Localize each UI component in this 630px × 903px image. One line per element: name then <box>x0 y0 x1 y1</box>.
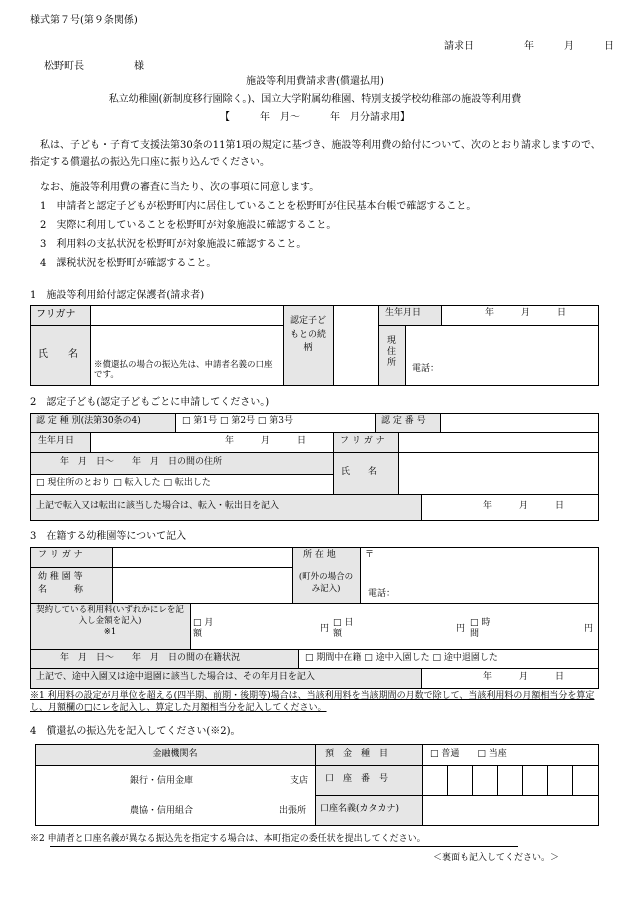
intro-consent: なお、施設等利用費の審査に当たり、次の事項に同意します。 <box>40 182 320 193</box>
sec4-branch-2: 出張所 <box>279 806 307 816</box>
sec4-account-type-options[interactable]: □ 普通 □ 当座 <box>430 749 507 759</box>
sec1-furigana-label: フリガナ <box>36 309 76 320</box>
sec3-furigana-label: フ リ ガ ナ <box>38 550 83 560</box>
sec3-yen-2: 円 <box>456 624 466 634</box>
sec4-account-number-label: 口 座 番 号 <box>325 774 389 784</box>
consent-item-2: 2 実際に利用していることを松野町が対象施設に確認すること。 <box>40 220 337 231</box>
addressee: 松野町長 様 <box>44 61 144 72</box>
request-date: 請求日 年 月 日 <box>444 41 614 52</box>
sec3-phone-label: 電話： <box>368 589 396 599</box>
sec2-type-options[interactable]: □ 第1号 □ 第2号 □ 第3号 <box>182 416 293 426</box>
sec1-heading: 1 施設等利用給付認定保護者(請求者) <box>30 290 205 301</box>
sec2-furigana-label: フ リ ガ ナ <box>340 436 385 446</box>
sec1-name-note: ※償還払の場合の振込先は、申請者名義の口座です。 <box>94 360 273 381</box>
sec1-relation-label: 認定子どもとの続柄 <box>289 316 326 353</box>
sec2-birth-value: 年 月 日 <box>225 436 307 446</box>
sec1-phone-label: 電話： <box>412 364 440 374</box>
sec4-account-type-label: 預 金 種 目 <box>325 749 389 759</box>
sec2-move-note: 上記で転入又は転出に該当した場合は、転入・転出日を記入 <box>36 501 280 511</box>
sec2-period-label: 年 月 日～ 年 月 日の間の住所 <box>60 457 223 467</box>
sec3-enroll-note: 上記で、途中入園又は途中退園に該当した場合は、その年月日を記入 <box>36 672 315 682</box>
sec3-school-name-label: 幼 稚 園 等 名 称 <box>38 572 84 596</box>
sec4-account-name-label: 口座名義(カタカナ) <box>320 804 400 814</box>
sec2-type-label: 認 定 種 別(法第30条の4) <box>36 416 141 426</box>
sec3-fee-label: 契約している利用料(いずれかにレを記入し金額を記入) ※1 <box>36 605 184 638</box>
sec2-name-label: 氏 名 <box>341 467 378 477</box>
sec3-yen-3: 円 <box>584 624 594 634</box>
sec3-postal-mark: 〒 <box>365 550 375 560</box>
sec2-birth-label: 生年月日 <box>38 436 75 446</box>
sec3-enroll-period: 年 月 日～ 年 月 日の間の在籍状況 <box>60 653 241 663</box>
consent-item-4: 4 課税状況を松野町が確認すること。 <box>40 258 217 269</box>
sec1-birth-value: 年 月 日 <box>485 308 567 318</box>
sec3-enroll-date: 年 月 日 <box>483 672 565 682</box>
intro-paragraph: 私は、子ども・子育て支援法第30条の11第1項の規定に基づき、施設等利用費の給付について、次のとおり請求しますので、指定する償還払の振込先口座に振り込んでください。 <box>30 140 601 168</box>
sec2-move-date: 年 月 日 <box>483 501 565 511</box>
sec2-number-label: 認 定 番 号 <box>381 416 426 426</box>
sec3-fee-daily[interactable]: □ 日額 <box>333 618 354 639</box>
form-number: 様式第７号(第９条関係) <box>30 15 138 26</box>
sec4-footnote: ※2 申請者と口座名義が異なる振込先を指定する場合は、本町指定の委任状を提出してください。 <box>30 834 426 844</box>
consent-item-1: 1 申請者と認定子どもが松野町内に居住していることを松野町が住民基本台帳で確認すること。 <box>40 201 477 212</box>
sec3-footnote: ※1 利用料の設定が月単位を超える(四半期、前期・後期等)場合は、当該利用料を当該期間の月数で除して、当該利用料の月額相当分を算定し、月額欄の□にレを記入し、算定した月額相当分を記入してください。 <box>30 691 595 714</box>
sec4-bank-type-1: 銀行・信用金庫 <box>130 776 194 786</box>
request-period: 【 年 月～ 年 月分請求用】 <box>220 112 410 123</box>
sec3-fee-monthly[interactable]: □ 月額 <box>193 618 214 639</box>
back-side-note: ＜裏面も記入してください。＞ <box>433 853 560 863</box>
sec3-location-label: 所 在 地 <box>303 550 336 560</box>
consent-item-3: 3 利用料の支払状況を松野町が対象施設に確認すること。 <box>40 239 307 250</box>
sec4-bank-header: 金融機関名 <box>152 749 198 759</box>
sec2-address-options[interactable]: □ 現住所のとおり □ 転入した □ 転出した <box>36 478 211 488</box>
sec3-location-note: (町外の場合のみ記入) <box>298 572 354 594</box>
sec1-birth-label: 生年月日 <box>385 308 422 318</box>
sec3-yen-1: 円 <box>320 624 330 634</box>
sec3-fee-hourly[interactable]: □ 時間 <box>470 618 491 639</box>
sec3-heading: 3 在籍する幼稚園等について記入 <box>30 531 187 542</box>
sec3-enroll-options[interactable]: □ 期間中在籍 □ 途中入園した □ 途中退園した <box>305 653 498 663</box>
sec1-name-label: 氏 名 <box>38 349 78 360</box>
sec4-branch-1: 支店 <box>290 776 309 786</box>
form-title: 施設等利用費請求書(償還払用) <box>246 76 384 87</box>
sec1-address-label: 現住所 <box>387 336 397 368</box>
form-subtitle: 私立幼稚園(新制度移行園除く。)、国立大学附属幼稚園、特別支援学校幼稚部の施設等利用費 <box>108 94 522 105</box>
sec2-heading: 2 認定子ども(認定子どもごとに申請してください。) <box>30 397 270 408</box>
sec4-heading: 4 償還払の振込先を記入してください(※2)。 <box>30 726 241 737</box>
sec4-bank-type-2: 農協・信用組合 <box>130 806 194 816</box>
